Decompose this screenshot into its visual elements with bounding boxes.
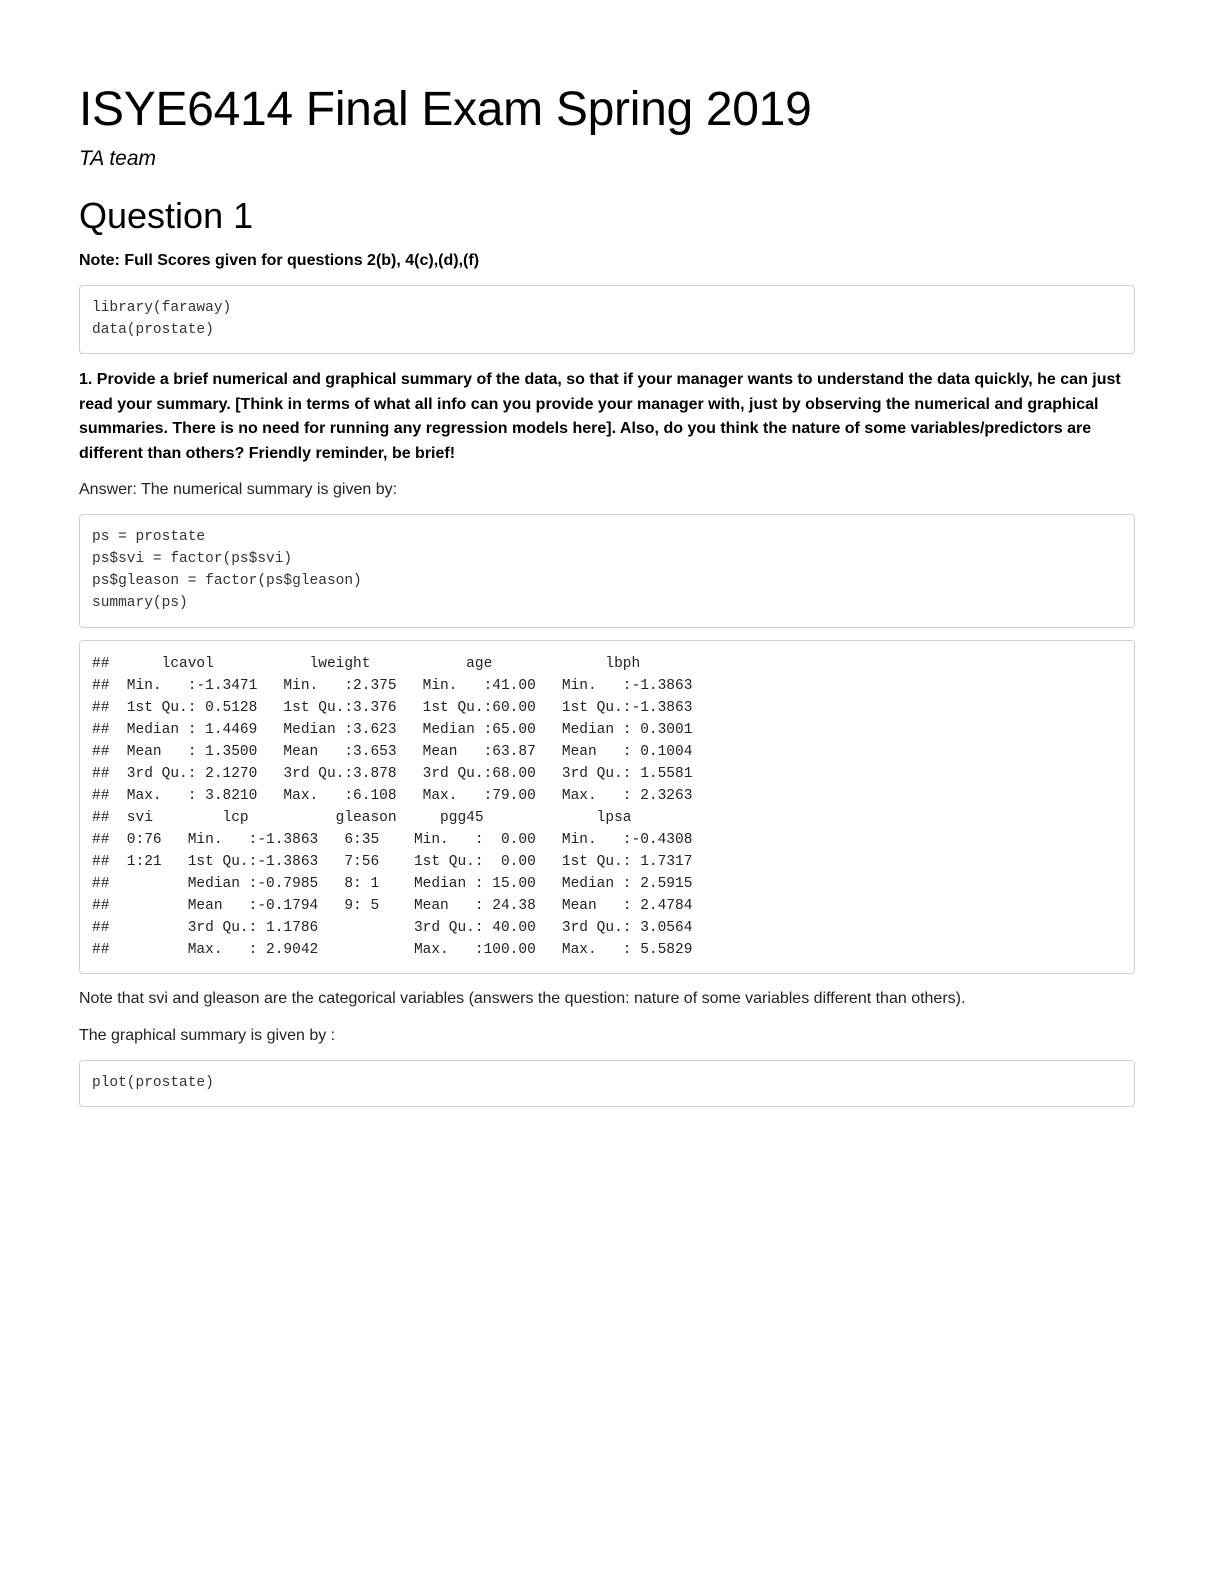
output-line: ## Mean :-0.1794 9: 5 Mean : 24.38 Mean : 2.4784: [92, 898, 710, 914]
code-line: plot(prostate): [92, 1075, 214, 1091]
code-line: library(faraway): [92, 300, 232, 316]
output-line: ## svi lcp gleason pgg45 lpsa: [92, 810, 702, 826]
code-line: summary(ps): [92, 595, 188, 611]
output-line: ## 1st Qu.: 0.5128 1st Qu.:3.376 1st Qu.:60.00 1st Qu.:-1.3863: [92, 700, 710, 716]
document-author: TA team: [79, 147, 157, 170]
output-line: ## 3rd Qu.: 2.1270 3rd Qu.:3.878 3rd Qu.:68.00 3rd Qu.: 1.5581: [92, 766, 710, 782]
output-line: ## 1:21 1st Qu.:-1.3863 7:56 1st Qu.: 0.00 1st Qu.: 1.7317: [92, 854, 710, 870]
document-title: ISYE6414 Final Exam Spring 2019: [79, 83, 812, 136]
output-line: ## Max. : 3.8210 Max. :6.108 Max. :79.00 Max. : 2.3263: [92, 788, 710, 804]
code-line: data(prostate): [92, 322, 214, 338]
output-line: ## Median : 1.4469 Median :3.623 Median :65.00 Median : 0.3001: [92, 722, 710, 738]
question-1-prompt: 1. Provide a brief numerical and graphical summary of the data, so that if your manager wants to understand the data quickly, he can just read your summary. [Think in terms of what all info can you provide your manager with, just by observing the numerical and graphical summaries. There is no need for running any regression models here]. Also, do you think the nature of some variables/predictors are different than others? Friendly reminder, be brief!: [79, 371, 1121, 462]
code-line: ps = prostate: [92, 529, 206, 545]
output-line: ## 3rd Qu.: 1.1786 3rd Qu.: 40.00 3rd Qu.: 3.0564: [92, 920, 710, 936]
output-line: ## Median :-0.7985 8: 1 Median : 15.00 Median : 2.5915: [92, 876, 710, 892]
code-line: ps$gleason = factor(ps$gleason): [92, 573, 362, 589]
output-line: ## Mean : 1.3500 Mean :3.653 Mean :63.87 Mean : 0.1004: [92, 744, 710, 760]
plot-code-block: [79, 1060, 1135, 1107]
setup-code-block: [79, 285, 1135, 354]
output-line: ## lcavol lweight age lbph: [92, 656, 710, 672]
code-line: ps$svi = factor(ps$svi): [92, 551, 293, 567]
summary-output-block: [79, 640, 1135, 974]
scoring-note: Note: Full Scores given for questions 2(b), 4(c),(d),(f): [79, 252, 480, 269]
answer-intro: Answer: The numerical summary is given by:: [79, 481, 398, 498]
graphical-intro: The graphical summary is given by :: [79, 1027, 336, 1044]
output-line: ## Max. : 2.9042 Max. :100.00 Max. : 5.5829: [92, 942, 710, 958]
output-line: ## Min. :-1.3471 Min. :2.375 Min. :41.00 Min. :-1.3863: [92, 678, 710, 694]
output-line: ## 0:76 Min. :-1.3863 6:35 Min. : 0.00 Min. :-0.4308: [92, 832, 710, 848]
question-1-heading: Question 1: [79, 195, 254, 236]
summary-code-block: [79, 514, 1135, 628]
categorical-note: Note that svi and gleason are the categorical variables (answers the question: nature of some variables different than others).: [79, 990, 966, 1007]
